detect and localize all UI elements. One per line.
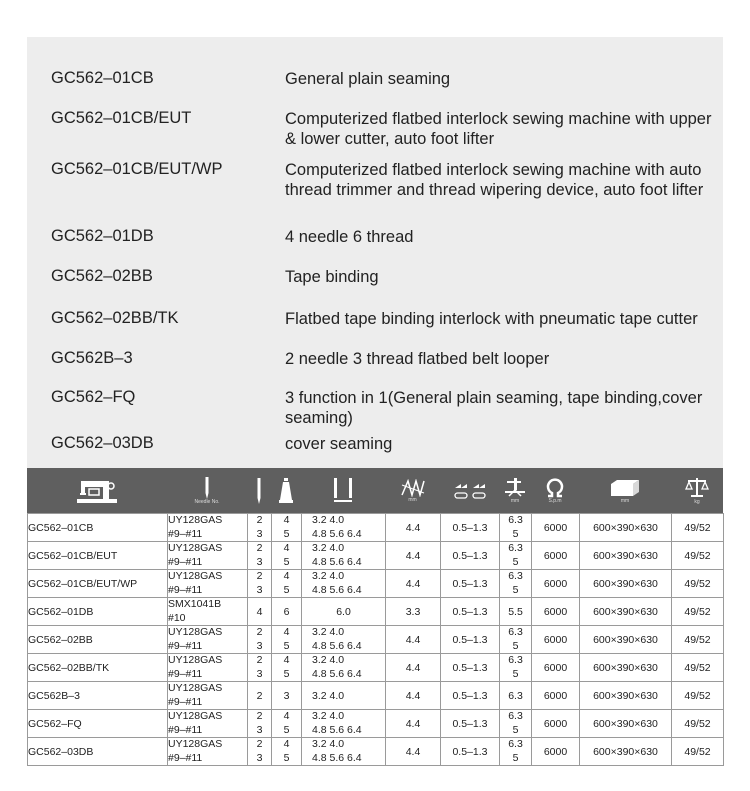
spec-foot-lift: 6.3 5 xyxy=(500,570,532,598)
spec-weight: 49/52 xyxy=(672,514,724,542)
needle-icon xyxy=(203,477,211,499)
model-description: Tape binding xyxy=(285,268,379,286)
spec-foot-lift: 6.3 xyxy=(500,682,532,710)
model-code: GC562–01CB/EUT/WP xyxy=(51,160,223,178)
needle-count-icon xyxy=(255,478,263,504)
header-weight xyxy=(671,468,723,513)
spec-gauge: 3.2 4.0 4.8 5.6 6.4 xyxy=(302,570,386,598)
spec-speed: 6000 xyxy=(532,514,580,542)
model-code: GC562–03DB xyxy=(51,434,154,452)
spec-thread-count: 4 5 xyxy=(272,654,302,682)
table-row xyxy=(28,598,724,626)
spec-weight: 49/52 xyxy=(672,598,724,626)
header-differential xyxy=(440,468,499,513)
spec-needle-count: 2 3 xyxy=(248,654,272,682)
model-description: General plain seaming xyxy=(285,70,451,88)
header-model xyxy=(27,468,167,513)
table-row xyxy=(28,514,724,542)
spec-differential: 0.5–1.3 xyxy=(441,654,500,682)
spec-foot-lift: 6.3 5 xyxy=(500,710,532,738)
spec-model: GC562–02BB xyxy=(28,626,168,654)
spec-gauge: 3.2 4.0 4.8 5.6 6.4 xyxy=(302,654,386,682)
header-needle xyxy=(167,468,247,513)
model-code: GC562–02BB xyxy=(51,267,153,285)
spec-weight: 49/52 xyxy=(672,710,724,738)
speed-label: S.p.m xyxy=(548,497,562,504)
spec-size: 600×390×630 xyxy=(580,710,672,738)
model-description: 3 function in 1(General plain seaming, tape binding,cover seaming) xyxy=(285,389,703,427)
size-unit: mm xyxy=(620,497,630,504)
spec-weight: 49/52 xyxy=(672,654,724,682)
spec-speed: 6000 xyxy=(532,654,580,682)
spec-foot-lift: 5.5 xyxy=(500,598,532,626)
spec-foot-lift: 6.3 5 xyxy=(500,738,532,766)
spec-table xyxy=(27,468,723,766)
spec-weight: 49/52 xyxy=(672,626,724,654)
spec-model: GC562–01CB/EUT xyxy=(28,542,168,570)
spec-stitch-length: 3.3 xyxy=(386,598,441,626)
spec-size: 600×390×630 xyxy=(580,598,672,626)
spec-size: 600×390×630 xyxy=(580,654,672,682)
table-row xyxy=(28,654,724,682)
spec-gauge: 3.2 4.0 4.8 5.6 6.4 xyxy=(302,514,386,542)
spec-weight: 49/52 xyxy=(672,542,724,570)
spec-gauge: 3.2 4.0 4.8 5.6 6.4 xyxy=(302,626,386,654)
spec-model: GC562B–3 xyxy=(28,682,168,710)
differential-feed-icon xyxy=(453,482,487,500)
spec-needle: UY128GAS #9–#11 xyxy=(168,738,248,766)
spec-needle-count: 2 3 xyxy=(248,626,272,654)
spec-needle: UY128GAS #9–#11 xyxy=(168,654,248,682)
spec-needle-count: 2 3 xyxy=(248,738,272,766)
spec-size: 600×390×630 xyxy=(580,542,672,570)
header-size xyxy=(579,468,671,513)
spec-gauge: 3.2 4.0 4.8 5.6 6.4 xyxy=(302,710,386,738)
model-description: Computerized flatbed interlock sewing machine with upper & lower cutter, auto foot lifter xyxy=(285,110,712,148)
model-description: cover seaming xyxy=(285,435,393,453)
spec-model: GC562–01CB/EUT/WP xyxy=(28,570,168,598)
spec-needle: UY128GAS #9–#11 xyxy=(168,542,248,570)
spec-differential: 0.5–1.3 xyxy=(441,626,500,654)
spec-speed: 6000 xyxy=(532,570,580,598)
spec-model: GC562–01CB xyxy=(28,514,168,542)
spec-size: 600×390×630 xyxy=(580,682,672,710)
model-code: GC562–02BB/TK xyxy=(51,309,179,327)
spec-speed: 6000 xyxy=(532,682,580,710)
spec-stitch-length: 4.4 xyxy=(386,542,441,570)
table-row xyxy=(28,570,724,598)
spec-needle-count: 2 3 xyxy=(248,514,272,542)
spec-speed: 6000 xyxy=(532,738,580,766)
needle-label: Needle No. xyxy=(194,498,220,505)
weight-unit: kg xyxy=(694,498,700,505)
table-row xyxy=(28,682,724,710)
spec-size: 600×390×630 xyxy=(580,570,672,598)
spec-size: 600×390×630 xyxy=(580,738,672,766)
table-row xyxy=(28,738,724,766)
presser-foot-icon xyxy=(503,478,527,498)
model-description: Computerized flatbed interlock sewing machine with auto thread trimmer and thread wipering device, auto foot lifter xyxy=(285,161,704,199)
model-list xyxy=(27,37,723,468)
spec-size: 600×390×630 xyxy=(580,514,672,542)
header-foot-lift xyxy=(499,468,531,513)
spec-stitch-length: 4.4 xyxy=(386,570,441,598)
spec-weight: 49/52 xyxy=(672,682,724,710)
spec-weight: 49/52 xyxy=(672,570,724,598)
header-speed xyxy=(531,468,579,513)
model-description: 2 needle 3 thread flatbed belt looper xyxy=(285,350,550,368)
spec-thread-count: 4 5 xyxy=(272,710,302,738)
spec-foot-lift: 6.3 5 xyxy=(500,654,532,682)
spec-needle-count: 2 xyxy=(248,682,272,710)
model-description: 4 needle 6 thread xyxy=(285,228,414,246)
spec-size: 600×390×630 xyxy=(580,626,672,654)
model-code: GC562–FQ xyxy=(51,388,136,406)
spec-thread-count: 3 xyxy=(272,682,302,710)
table-row xyxy=(28,542,724,570)
spec-stitch-length: 4.4 xyxy=(386,682,441,710)
needle-gauge-icon xyxy=(332,478,354,504)
model-code: GC562–01CB/EUT xyxy=(51,109,192,127)
spec-stitch-length: 4.4 xyxy=(386,626,441,654)
spec-differential: 0.5–1.3 xyxy=(441,570,500,598)
header-gauge xyxy=(301,468,385,513)
spec-needle: SMX1041B #10 xyxy=(168,598,248,626)
spec-stitch-length: 4.4 xyxy=(386,654,441,682)
spec-needle-count: 2 3 xyxy=(248,710,272,738)
spec-differential: 0.5–1.3 xyxy=(441,738,500,766)
spec-model: GC562–FQ xyxy=(28,710,168,738)
spec-needle: UY128GAS #9–#11 xyxy=(168,514,248,542)
spec-differential: 0.5–1.3 xyxy=(441,682,500,710)
spec-gauge: 3.2 4.0 4.8 5.6 6.4 xyxy=(302,542,386,570)
sewing-machine-icon xyxy=(75,477,119,505)
thread-cone-icon xyxy=(279,478,293,504)
spec-thread-count: 6 xyxy=(272,598,302,626)
table-row xyxy=(28,626,724,654)
spec-needle: UY128GAS #9–#11 xyxy=(168,710,248,738)
spec-thread-count: 4 5 xyxy=(272,626,302,654)
spec-needle-count: 2 3 xyxy=(248,542,272,570)
stitch-unit: mm xyxy=(408,496,417,503)
package-box-icon xyxy=(609,478,641,498)
spec-model: GC562–03DB xyxy=(28,738,168,766)
spec-differential: 0.5–1.3 xyxy=(441,710,500,738)
spec-foot-lift: 6.3 5 xyxy=(500,542,532,570)
scale-balance-icon xyxy=(685,477,709,499)
spec-speed: 6000 xyxy=(532,626,580,654)
spec-thread-count: 4 5 xyxy=(272,570,302,598)
table-row xyxy=(28,710,724,738)
spec-differential: 0.5–1.3 xyxy=(441,598,500,626)
spec-needle-count: 4 xyxy=(248,598,272,626)
spec-foot-lift: 6.3 5 xyxy=(500,626,532,654)
spec-speed: 6000 xyxy=(532,598,580,626)
spec-gauge: 6.0 xyxy=(302,598,386,626)
spec-stitch-length: 4.4 xyxy=(386,514,441,542)
spec-model: GC562–01DB xyxy=(28,598,168,626)
spec-header xyxy=(27,468,723,513)
model-code: GC562B–3 xyxy=(51,349,133,367)
spec-model: GC562–02BB/TK xyxy=(28,654,168,682)
spec-gauge: 3.2 4.0 xyxy=(302,682,386,710)
spec-needle-count: 2 3 xyxy=(248,570,272,598)
header-needles xyxy=(247,468,271,513)
spec-foot-lift: 6.3 5 xyxy=(500,514,532,542)
spec-speed: 6000 xyxy=(532,710,580,738)
spec-gauge: 3.2 4.0 4.8 5.6 6.4 xyxy=(302,738,386,766)
header-stitch xyxy=(385,468,440,513)
spec-thread-count: 4 5 xyxy=(272,738,302,766)
header-threads xyxy=(271,468,301,513)
spec-differential: 0.5–1.3 xyxy=(441,514,500,542)
spec-needle: UY128GAS #9–#11 xyxy=(168,626,248,654)
spec-weight: 49/52 xyxy=(672,738,724,766)
spec-grid xyxy=(27,513,724,766)
spec-speed: 6000 xyxy=(532,542,580,570)
foot-unit: mm xyxy=(510,497,520,504)
spec-thread-count: 4 5 xyxy=(272,514,302,542)
model-code: GC562–01CB xyxy=(51,69,154,87)
spec-needle: UY128GAS #9–#11 xyxy=(168,570,248,598)
model-description: Flatbed tape binding interlock with pneumatic tape cutter xyxy=(285,310,698,328)
spec-thread-count: 4 5 xyxy=(272,542,302,570)
spec-differential: 0.5–1.3 xyxy=(441,542,500,570)
stitch-length-icon xyxy=(400,479,426,497)
spec-needle: UY128GAS #9–#11 xyxy=(168,682,248,710)
speed-omega-icon xyxy=(544,478,566,498)
spec-stitch-length: 4.4 xyxy=(386,738,441,766)
spec-stitch-length: 4.4 xyxy=(386,710,441,738)
model-code: GC562–01DB xyxy=(51,227,154,245)
